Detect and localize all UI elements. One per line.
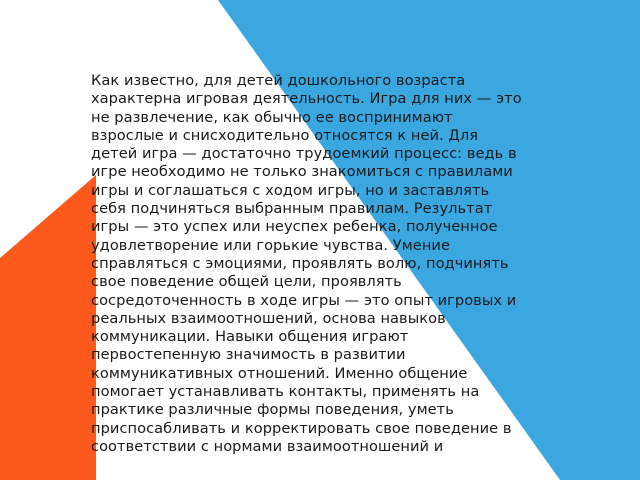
paragraph-line: игры — это успех или неуспех ребенка, полученное xyxy=(91,218,498,236)
paragraph-line: помогает устанавливать контакты, применять на xyxy=(91,383,480,401)
paragraph-line: не развлечение, как обычно ее воспринимают xyxy=(91,108,453,126)
paragraph-line: коммуникативных отношений. Именно общение xyxy=(91,364,468,382)
paragraph-line: первостепенную значимость в развитии xyxy=(91,346,406,364)
paragraph-line: сосредоточенность в ходе игры — это опыт игровых и xyxy=(91,291,517,309)
paragraph-line: игре необходимо не только знакомиться с правилами xyxy=(91,163,513,181)
paragraph-line: справляться с эмоциями, проявлять волю, подчинять xyxy=(91,254,509,272)
body-paragraph xyxy=(91,72,561,456)
text-box xyxy=(91,72,561,456)
paragraph-line: свое поведение общей цели, проявлять xyxy=(91,273,402,291)
paragraph-line: удовлетворение или горькие чувства. Умение xyxy=(91,236,450,254)
orange-shape xyxy=(0,175,96,480)
paragraph-line: себя подчиняться выбранным правилам. Результат xyxy=(91,200,493,218)
paragraph-line: коммуникации. Навыки общения играют xyxy=(91,328,409,346)
paragraph-line: игры и соглашаться с ходом игры, но и заставлять xyxy=(91,181,490,199)
paragraph-line: характерна игровая деятельность. Игра для них — это xyxy=(91,90,522,108)
paragraph-line: Как известно, для детей дошкольного возраста xyxy=(91,72,466,89)
paragraph-line: практике различные формы поведения, уметь xyxy=(91,401,454,419)
paragraph-line: детей игра — достаточно трудоемкий процесс: ведь в xyxy=(91,145,517,163)
paragraph-line: соответствии с нормами взаимоотношений и xyxy=(91,437,444,455)
paragraph-line: реальных взаимоотношений, основа навыков xyxy=(91,309,446,327)
paragraph-line: взрослые и снисходительно относятся к ней. Для xyxy=(91,126,479,144)
paragraph-line: приспосабливать и корректировать свое поведение в xyxy=(91,419,512,437)
